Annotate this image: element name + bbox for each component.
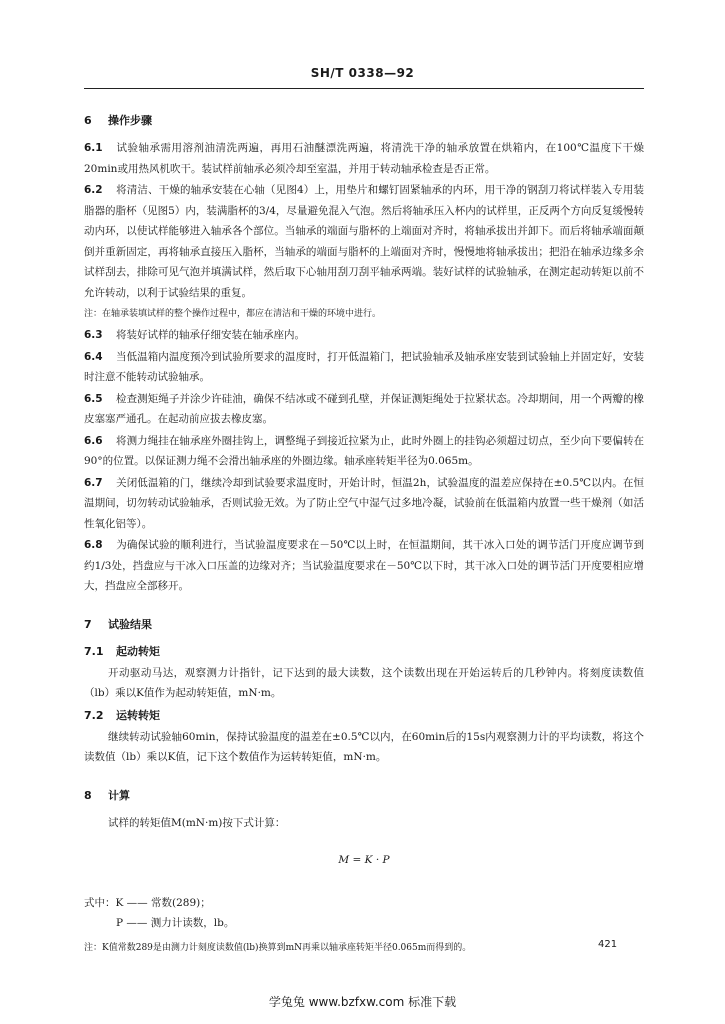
clause-number: 6.6	[84, 434, 103, 447]
clause-text: 检查测矩绳子并涂少许硅油，确保不结冰或不碰到孔壁，并保证测矩绳处于拉紧状态。冷却期间，用一个两瓣的橡皮塞塞严通孔。在起动前应拔去橡皮塞。	[84, 392, 644, 425]
section-number: 7	[84, 617, 92, 631]
clause-text: 将测力绳挂在轴承座外圈挂钩上，调整绳子到接近拉紧为止，此时外圈上的挂钩必须超过切点，至少向下要偏转在90°的位置。以保证测力绳不会滑出轴承座的外圈边缘。轴承座转矩半径为0.065m。	[84, 434, 644, 467]
clause-6-6	[84, 431, 644, 472]
subsection-number: 7.2	[84, 708, 104, 722]
calculation-intro: 试样的转矩值M(mN·m)按下式计算：	[108, 816, 286, 829]
starting-torque-text: 开动驱动马达，观察测力计指针，记下达到的最大读数，这个读数出现在开始运转后的几秒钟内。将刻度读数值（lb）乘以K值作为起动转矩值，mN·m。	[84, 666, 644, 699]
section-title: 操作步骤	[108, 114, 152, 127]
clause-6-7	[84, 473, 644, 535]
section-7-heading	[84, 616, 644, 634]
section-title: 试验结果	[108, 617, 152, 631]
section-8-heading	[84, 787, 644, 805]
subsection-7-1-heading	[84, 642, 644, 662]
legend-p: P —— 测力计读数，lb。	[116, 917, 235, 929]
section-number: 8	[84, 788, 92, 802]
clause-number: 6.1	[84, 142, 103, 154]
page-number: 421	[598, 939, 618, 950]
section-6-heading	[84, 112, 644, 130]
clause-6-8	[84, 535, 644, 597]
clause-6-2	[84, 180, 644, 303]
clause-6-4	[84, 347, 644, 388]
clause-number: 6.5	[84, 392, 103, 405]
header-rule	[84, 88, 644, 89]
clause-6-1	[84, 138, 644, 179]
subsection-title: 起动转矩	[116, 644, 160, 658]
clause-text: 为确保试验的顺利进行，当试验温度要求在－50℃以上时，在恒温期间，其干冰入口处的调节活门开度应调节到约1/3处，挡盘应与干冰入口压盖的边缘对齐；当试验温度要求在－50℃以下时，其干冰入口处的调节活门开度要相应增大，挡盘应全部移开。	[84, 539, 644, 592]
clause-number: 6.3	[84, 329, 103, 341]
clause-text: 试验轴承需用溶剂油清洗两遍，再用石油醚漂洗两遍，将清洗干净的轴承放置在烘箱内，在100℃温度下干燥20min或用热风机吹干。装试样前轴承必须冷却至室温，并用于转动轴承检查是否正常。	[84, 142, 644, 175]
clause-text: 关闭低温箱的门，继续冷却到试验要求温度时，开始计时，恒温2h，试验温度的温差应保持在±0.5℃以内。在恒温期间，切勿转动试验轴承，否则试验无效。为了防止空气中湿气过多地冷凝，试验前在低温箱内放置一些干燥剂（如活性氧化铝等）。	[84, 476, 644, 530]
legend-prefix: 式中：	[84, 897, 116, 909]
note-clean-environment: 注：在轴承装填试样的整个操作过程中，都应在清洁和干燥的环境中进行。	[84, 309, 382, 319]
subsection-number: 7.1	[84, 644, 104, 658]
subsection-7-2-heading	[84, 706, 644, 726]
torque-formula: M = K · P	[338, 854, 390, 866]
legend-k: K —— 常数(289)；	[115, 897, 211, 909]
clause-text: 将装好试样的轴承仔细安装在轴承座内。	[116, 329, 305, 341]
subsection-title: 运转转矩	[116, 708, 160, 722]
clause-6-3	[84, 325, 644, 346]
note-k-constant: 注：K值常数289是由测力计刻度读数值(lb)换算到mN再乘以轴承座转矩半径0.065m而得到的。	[84, 943, 472, 953]
standard-header: SH/T 0338—92	[310, 66, 415, 80]
footer-watermark-text: 学兔兔 www.bzfxw.com 标准下载	[268, 995, 457, 1009]
clause-6-5	[84, 389, 644, 430]
clause-number: 6.7	[84, 476, 103, 489]
legend-k-line	[84, 893, 644, 913]
document-body	[84, 104, 644, 959]
clause-number: 6.4	[84, 350, 103, 363]
formula-legend	[84, 893, 644, 933]
section-number: 6	[84, 114, 92, 127]
running-torque-text: 继续转动试验轴60min，保持试验温度的温差在±0.5℃以内，在60min后的15s内观察测力计的平均读数，将这个读数值（lb）乘以K值，记下这个数值作为运转转矩值，mN·m。	[84, 730, 644, 763]
clause-text: 将清洁、干燥的轴承安装在心轴（见图4）上，用垫片和螺钉固紧轴承的内环，用干净的钢刮刀将试样装入专用装脂器的脂杯（见图5）内，装满脂杯的3/4，尽量避免混入气泡。然后将轴承压入杯内的试样里，正反两个方向反复缓慢转动内环，以使试样能够进入轴承各个部位。当轴承的端面与脂杯的上端面对齐时，将轴承拔出并卸下。而后将轴承端面颠倒并重新固定，再将轴承直接压入脂杯，当轴承的端面与脂杯的上端面对齐时，慢慢地将轴承拔出；把沿在轴承边缘多余试样刮去，排除可见气泡并填满试样，然后取下心轴用刮刀刮平轴承两端。装好试样的试验轴承，在测定起动转矩以前不允许转动，以利于试验结果的重复。	[84, 184, 644, 299]
clause-number: 6.8	[84, 539, 103, 551]
clause-text: 当低温箱内温度预冷到试验所要求的温度时，打开低温箱门，把试验轴承及轴承座安装到试验轴上并固定好，安装时注意不能转动试验轴承。	[84, 350, 644, 383]
section-title: 计算	[108, 788, 130, 802]
clause-number: 6.2	[84, 184, 103, 196]
